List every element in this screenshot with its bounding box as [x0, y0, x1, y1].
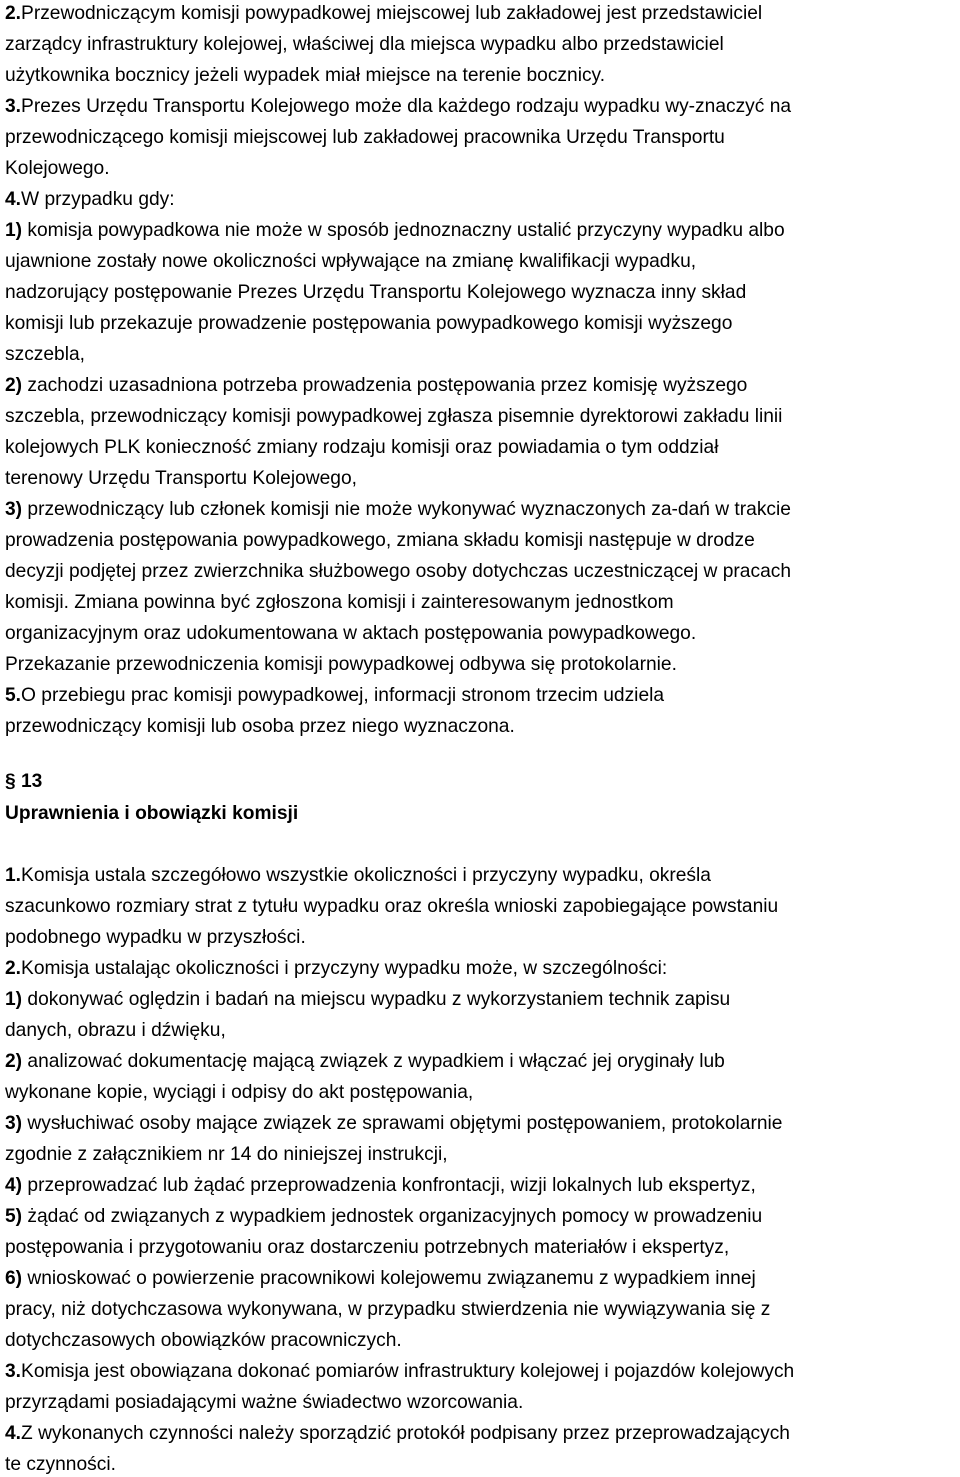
text-run: Z wykonanych czynności należy sporządzić protokół podpisany przez przeprowadzających [21, 1423, 790, 1444]
text-run: użytkownika bocznicy jeżeli wypadek miał miejsce na terenie bocznicy. [5, 65, 606, 86]
text-run: Przewodniczącym komisji powypadkowej miejscowej lub zakładowej jest przedstawiciel [21, 3, 763, 24]
sec-para-2-line [5, 988, 730, 1012]
text-run: Przekazanie przewodniczenia komisji powypadkowej odbywa się protokolarnie. [5, 654, 677, 675]
item-number: 4. [5, 189, 22, 210]
para-4-line [5, 250, 696, 274]
sec-para-2-line [5, 1236, 729, 1260]
text-run: organizacyjnym oraz udokumentowana w aktach postępowania powypadkowego. [5, 623, 697, 644]
sec-para-4-line [5, 1422, 790, 1446]
text-run: szczebla, przewodniczący komisji powypadkowej zgłasza pisemnie dyrektorowi zakładu linii [5, 406, 783, 427]
text-run: zarządcy infrastruktury kolejowej, właściwej dla miejsca wypadku albo przedstawiciel [5, 34, 724, 55]
text-run: analizować dokumentację mającą związek z wypadkiem i włączać jej oryginały lub [22, 1051, 725, 1072]
text-run: § 13 [5, 771, 43, 792]
item-number: 2. [5, 3, 22, 24]
text-run: przewodniczący lub członek komisji nie może wykonywać wyznaczonych za-dań w trakcie [22, 499, 791, 520]
text-run: Prezes Urzędu Transportu Kolejowego może dla każdego rodzaju wypadku wy-znaczyć na [21, 96, 792, 117]
para-4-line [5, 498, 791, 522]
text-run: szczebla, [5, 344, 85, 365]
sec-para-2-line [5, 1143, 448, 1167]
sec-para-2-line [5, 1267, 756, 1291]
para-4-line [5, 405, 782, 429]
text-run: Komisja ustala szczegółowo wszystkie okoliczności i przyczyny wypadku, określa [21, 865, 711, 886]
sec-para-3-line [5, 1360, 794, 1384]
sec-para-1-line [5, 864, 711, 888]
text-run: W przypadku gdy: [21, 189, 175, 210]
para-4-line [5, 281, 746, 305]
item-number: 3) [5, 499, 23, 520]
para-4-line [5, 312, 732, 336]
text-run: dokonywać oględzin i badań na miejscu wypadku z wykorzystaniem technik zapisu [22, 989, 731, 1010]
para-2-cont-line [5, 64, 605, 88]
sec-para-4-line [5, 1453, 116, 1477]
para-3-line [5, 126, 725, 150]
section-heading-line [5, 802, 298, 826]
sec-para-2-line [5, 957, 667, 981]
para-4-line [5, 188, 175, 212]
item-number: 5. [5, 685, 22, 706]
para-4-line [5, 343, 85, 367]
text-run: komisji lub przekazuje prowadzenie postępowania powypadkowego komisji wyższego [5, 313, 733, 334]
text-run: zgodnie z załącznikiem nr 14 do niniejszej instrukcji, [5, 1144, 448, 1165]
sec-para-2-line [5, 1329, 402, 1353]
sec-para-1-line [5, 926, 306, 950]
text-run: kolejowych PLK konieczność zmiany rodzaju komisji oraz powiadamia o tym oddział [5, 437, 719, 458]
sec-para-2-line [5, 1050, 725, 1074]
item-number: 1) [5, 989, 23, 1010]
para-4-line [5, 591, 674, 615]
para-4-line [5, 436, 718, 460]
text-run: Komisja jest obowiązana dokonać pomiarów infrastruktury kolejowej i pojazdów kolejowych [21, 1361, 795, 1382]
item-number: 3. [5, 1361, 22, 1382]
para-5-line [5, 715, 515, 739]
text-run: podobnego wypadku w przyszłości. [5, 927, 306, 948]
item-number: 6) [5, 1268, 23, 1289]
para-4-line [5, 529, 755, 553]
text-run: O przebiegu prac komisji powypadkowej, informacji stronom trzecim udziela [21, 685, 665, 706]
sec-para-2-line [5, 1112, 782, 1136]
text-run: wysłuchiwać osoby mające związek ze sprawami objętymi postępowaniem, protokolarnie [22, 1113, 783, 1134]
para-3-line [5, 95, 791, 119]
text-run: Uprawnienia i obowiązki komisji [5, 803, 299, 824]
text-run: decyzji podjętej przez zwierzchnika służbowego osoby dotychczas uczestniczącej w pracach [5, 561, 792, 582]
item-number: 5) [5, 1206, 23, 1227]
text-run: komisja powypadkowa nie może w sposób jednoznaczny ustalić przyczyny wypadku albo [22, 220, 785, 241]
text-run: szacunkowo rozmiary strat z tytułu wypadku oraz określa wnioski zapobiegające powstaniu [5, 896, 779, 917]
para-4-line [5, 653, 677, 677]
text-run: ujawnione zostały nowe okoliczności wpływające na zmianę kwalifikacji wypadku, [5, 251, 697, 272]
para-3-line [5, 157, 110, 181]
text-run: zachodzi uzasadniona potrzeba prowadzenia postępowania przez komisję wyższego [22, 375, 748, 396]
text-run: te czynności. [5, 1454, 116, 1475]
text-run: wykonane kopie, wyciągi i odpisy do akt postępowania, [5, 1082, 474, 1103]
item-number: 1. [5, 865, 22, 886]
para-4-line [5, 560, 791, 584]
text-run: przyrządami posiadającymi ważne świadectwo wzorcowania. [5, 1392, 524, 1413]
para-5-line [5, 684, 664, 708]
para-2-cont-line [5, 33, 724, 57]
text-run: terenowy Urzędu Transportu Kolejowego, [5, 468, 357, 489]
item-number: 4) [5, 1175, 23, 1196]
sec-para-2-line [5, 1205, 762, 1229]
text-run: danych, obrazu i dźwięku, [5, 1020, 226, 1041]
item-number: 4. [5, 1423, 22, 1444]
sec-para-3-line [5, 1391, 523, 1415]
text-run: dotychczasowych obowiązków pracowniczych. [5, 1330, 402, 1351]
item-number: 3. [5, 96, 22, 117]
text-run: prowadzenia postępowania powypadkowego, zmiana składu komisji następuje w drodze [5, 530, 755, 551]
text-run: przewodniczącego komisji miejscowej lub zakładowej pracownika Urzędu Transportu [5, 127, 725, 148]
text-run: przewodniczący komisji lub osoba przez niego wyznaczona. [5, 716, 515, 737]
item-number: 2) [5, 1051, 23, 1072]
text-run: komisji. Zmiana powinna być zgłoszona komisji i zainteresowanym jednostkom [5, 592, 674, 613]
text-run: wnioskować o powierzenie pracownikowi kolejowemu związanemu z wypadkiem innej [22, 1268, 756, 1289]
text-run: przeprowadzać lub żądać przeprowadzenia konfrontacji, wizji lokalnych lub ekspertyz, [22, 1175, 756, 1196]
item-number: 2) [5, 375, 23, 396]
text-run: Komisja ustalając okoliczności i przyczyny wypadku może, w szczególności: [21, 958, 668, 979]
text-run: Kolejowego. [5, 158, 110, 179]
sec-para-2-line [5, 1019, 226, 1043]
text-run: pracy, niż dotychczasowa wykonywana, w przypadku stwierdzenia nie wywiązywania się z [5, 1299, 771, 1320]
sec-para-2-line [5, 1081, 473, 1105]
item-number: 3) [5, 1113, 23, 1134]
text-run: żądać od związanych z wypadkiem jednostek organizacyjnych pomocy w prowadzeniu [22, 1206, 763, 1227]
item-number: 2. [5, 958, 22, 979]
sec-para-2-line [5, 1298, 770, 1322]
para-4-line [5, 374, 747, 398]
sec-para-2-line [5, 1174, 756, 1198]
para-4-line [5, 622, 696, 646]
para-2-cont-line [5, 2, 762, 26]
section-heading-line [5, 770, 42, 794]
text-run: postępowania i przygotowaniu oraz dostarczeniu potrzebnych materiałów i ekspertyz, [5, 1237, 730, 1258]
text-run: nadzorujący postępowanie Prezes Urzędu Transportu Kolejowego wyznacza inny skład [5, 282, 747, 303]
para-4-line [5, 219, 785, 243]
sec-para-1-line [5, 895, 778, 919]
para-4-line [5, 467, 357, 491]
item-number: 1) [5, 220, 23, 241]
